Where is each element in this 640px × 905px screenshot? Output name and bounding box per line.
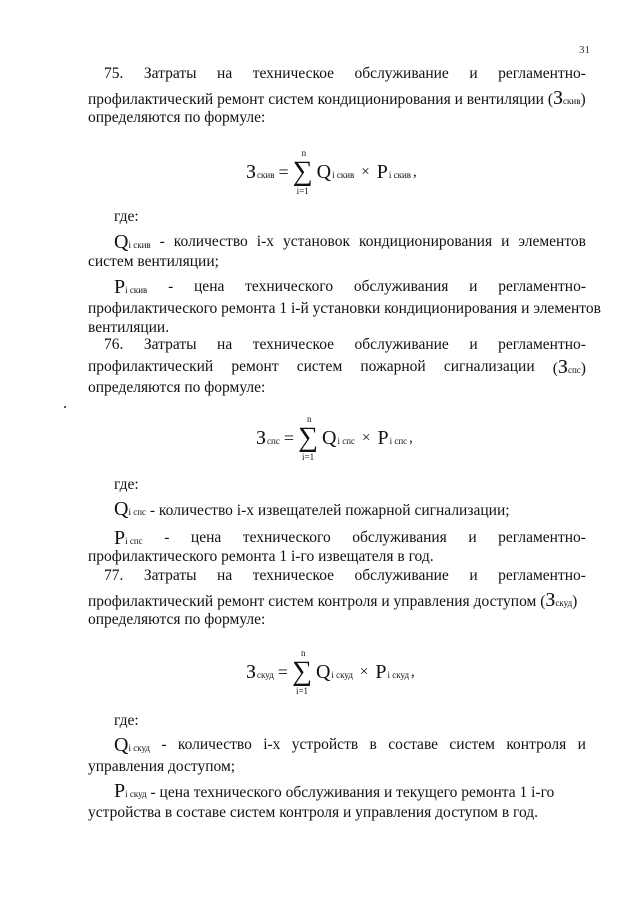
- sum-sign: n ∑ i=1: [291, 648, 312, 696]
- q-def-75-line2: систем вентиляции;: [88, 253, 219, 270]
- where-label: где:: [114, 208, 139, 225]
- where-label: где:: [114, 712, 139, 729]
- q-def-77-line2: управления доступом;: [88, 758, 236, 775]
- p-def-77-line1: Pi скуд - цена технического обслуживания и текущего ремонта 1 i-го: [114, 780, 555, 802]
- formula-lhs: Зскив: [246, 160, 275, 183]
- item76-line2: профилактический ремонт систем пожарной сигнализации (Зспс): [88, 356, 586, 378]
- item77-line1: 77. Затраты на техническое обслуживание и регламентно-: [104, 567, 586, 584]
- p-def-76-line1: Pi спс - цена технического обслуживания и регламентно-: [114, 527, 586, 549]
- cost-symbol-group: (Зспс): [552, 356, 586, 378]
- q-term: Qi скуд: [315, 660, 353, 683]
- equals-sign: =: [283, 427, 294, 448]
- times-sign: ×: [359, 663, 369, 680]
- word: регламентно-: [498, 65, 586, 82]
- word: на: [217, 65, 233, 82]
- p-def-75-line3: вентиляции.: [88, 319, 170, 336]
- item76-line3: определяются по формуле:: [88, 379, 266, 396]
- p-term: Pi скуд: [375, 660, 410, 683]
- sum-sign: n ∑ i=1: [292, 148, 313, 196]
- formula-75: Зскив = n ∑ i=1 Qi скив × Pi скив ,: [246, 148, 417, 196]
- item-number: 75.: [104, 65, 124, 82]
- q-symbol: Qi спс: [114, 498, 147, 520]
- p-term: Pi спс: [377, 426, 408, 449]
- cost-symbol-sub: скив: [563, 96, 581, 106]
- q-symbol: Qi скив: [114, 231, 151, 253]
- where-label: где:: [114, 476, 139, 493]
- item77-line3: определяются по формуле:: [88, 611, 266, 628]
- word: техническое: [252, 65, 335, 82]
- line-text: профилактический ремонт систем контроля и управления доступом (Зскуд): [88, 589, 578, 611]
- page-number: 31: [579, 44, 590, 56]
- equals-sign: =: [277, 661, 288, 682]
- p-def-75-line2: профилактического ремонта 1 i-й установки кондиционирования и элементов: [88, 300, 601, 317]
- item76-line1: 76. Затраты на техническое обслуживание и регламентно-: [104, 336, 586, 353]
- equals-sign: =: [278, 161, 289, 182]
- q-symbol: Qi скуд: [114, 734, 150, 756]
- formula-76: Зспс = n ∑ i=1 Qi спс × Pi спс ,: [256, 414, 413, 462]
- p-def-76-line2: профилактического ремонта 1 i-го извещателя в год.: [88, 548, 434, 565]
- sum-sign: n ∑ i=1: [298, 414, 318, 462]
- times-sign: ×: [361, 163, 370, 180]
- word: и: [469, 65, 478, 82]
- item-number: 77.: [104, 567, 124, 584]
- p-def-77-line2: устройства в составе систем контроля и управления доступом в год.: [88, 804, 539, 821]
- word: Затраты: [143, 65, 197, 82]
- q-term: Qi скив: [316, 160, 355, 183]
- formula-77: Зскуд = n ∑ i=1 Qi скуд × Pi скуд ,: [246, 648, 415, 696]
- q-term: Qi спс: [322, 426, 356, 449]
- q-def-75-line1: Qi скив - количество i-х установок кондиционирования и элементов: [114, 231, 586, 253]
- p-symbol: Pi спс: [114, 527, 143, 549]
- cost-symbol: З: [553, 87, 564, 109]
- formula-lhs: Зскуд: [246, 660, 274, 683]
- q-def-77-line1: Qi скуд - количество i-х устройств в составе систем контроля и: [114, 734, 586, 756]
- word: обслуживание: [354, 65, 449, 82]
- item75-line1: [104, 64, 586, 84]
- item75-line3: определяются по формуле:: [88, 109, 266, 126]
- times-sign: ×: [362, 429, 371, 446]
- formula-lhs: Зспс: [256, 426, 280, 449]
- q-def-76: Qi спс - количество i-х извещателей пожарной сигнализации;: [114, 498, 510, 520]
- p-def-75-line1: Pi скив - цена технического обслуживания и регламентно-: [114, 276, 586, 298]
- p-term: Pi скив: [376, 160, 412, 183]
- p-symbol: Pi скуд: [114, 780, 147, 802]
- item-number: 76.: [104, 336, 124, 353]
- p-symbol: Pi скив: [114, 276, 148, 298]
- scan-speck: [64, 406, 66, 408]
- line-text: профилактический ремонт систем кондиционирования и вентиляции (Зскив): [88, 87, 586, 109]
